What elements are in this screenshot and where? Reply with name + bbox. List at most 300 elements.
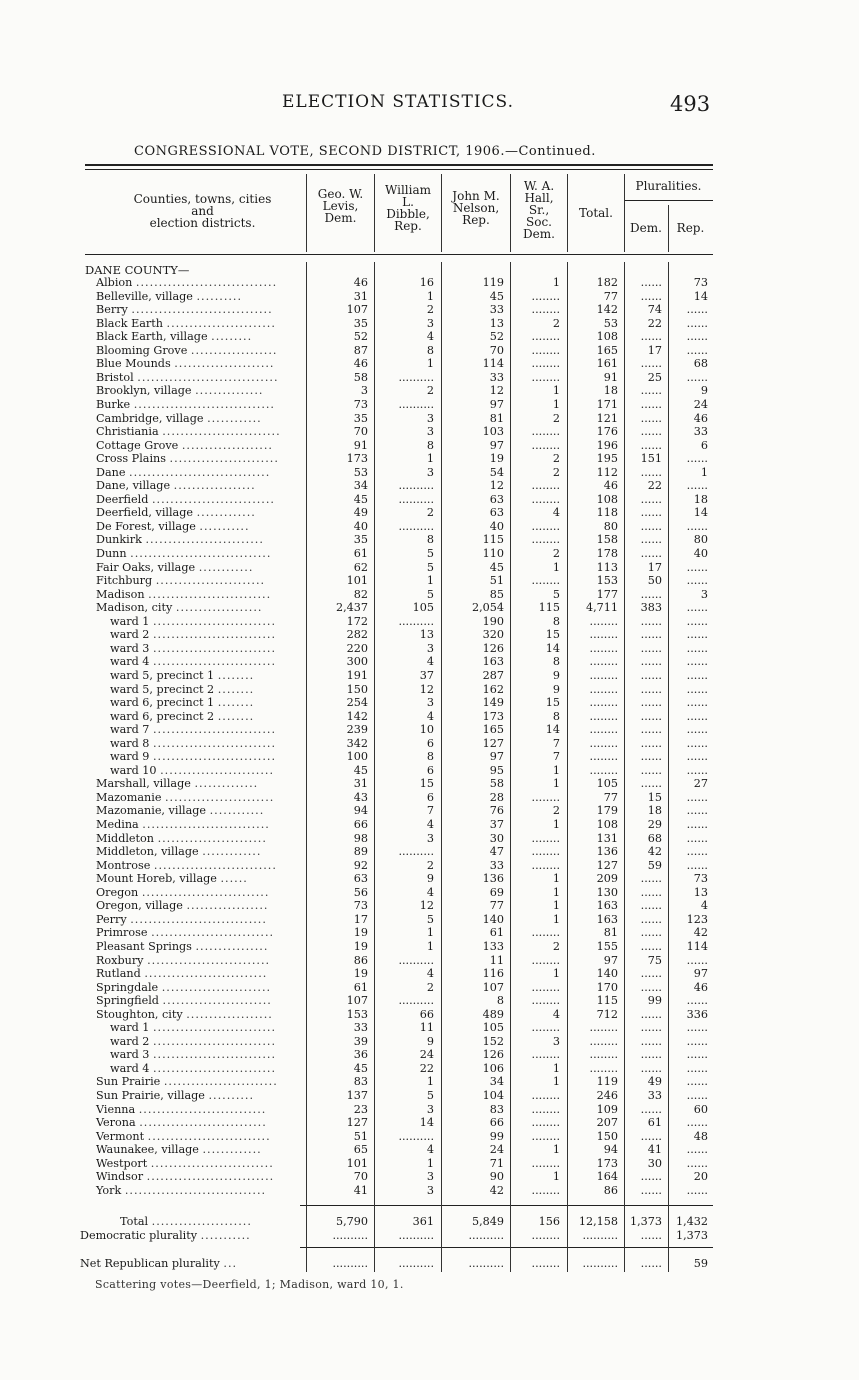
rep-plurality-value: 42	[693, 926, 708, 940]
district-name	[80, 926, 320, 940]
district-name	[80, 1257, 304, 1271]
table-row	[80, 357, 715, 371]
levis-value: 73	[353, 899, 368, 913]
levis-value: 101	[346, 1156, 368, 1170]
district-name	[80, 737, 334, 751]
levis-value: 46	[353, 357, 368, 371]
district-name	[80, 1116, 320, 1130]
total-value: 131	[596, 831, 618, 845]
leader-dots: ....................	[181, 438, 273, 452]
hall-value: 4	[552, 1007, 560, 1021]
hall-value: ........	[531, 1021, 560, 1035]
table-row	[80, 628, 715, 642]
leader-dots: ........................	[169, 452, 279, 466]
leader-dots: ...........................	[148, 587, 272, 601]
table-row	[80, 1008, 715, 1022]
leader-dots: ..................	[186, 899, 269, 913]
hall-value: ........	[531, 1048, 560, 1062]
hall-value: ........	[531, 1102, 560, 1116]
dibble-value: 13	[419, 628, 434, 642]
hall-value: ........	[531, 289, 560, 303]
levis-value: 35	[353, 316, 368, 330]
nelson-value: 11	[489, 953, 504, 967]
rep-plurality-value: 40	[693, 547, 708, 560]
dibble-value: 1	[426, 289, 434, 303]
nelson-value: 90	[489, 1170, 504, 1184]
total-value: 170	[596, 980, 618, 994]
rep-plurality-value: ......	[686, 682, 708, 696]
nelson-value: 30	[489, 831, 504, 845]
nelson-value: 127	[482, 736, 504, 750]
hall-value: ........	[531, 479, 560, 493]
leader-dots: ...................	[186, 1007, 273, 1021]
district-name	[80, 750, 334, 764]
total-value: 177	[596, 587, 618, 601]
hall-value: 7	[552, 750, 560, 764]
table-row	[80, 371, 715, 385]
dem-plurality-value: 29	[647, 818, 662, 831]
dem-plurality-value: 33	[647, 1089, 662, 1102]
rep-plurality-value: 14	[693, 289, 708, 303]
district-name	[80, 954, 320, 968]
leader-dots: ...........................	[153, 723, 277, 737]
header-rep: Rep.	[676, 221, 705, 235]
district-name	[80, 276, 320, 290]
hall-value: ........	[531, 1089, 560, 1102]
district-label: Perry	[96, 912, 127, 926]
hall-value: ........	[531, 1156, 560, 1170]
rep-plurality-value: 73	[693, 872, 708, 886]
dem-plurality-value: ......	[640, 519, 662, 533]
dibble-value: 1	[426, 926, 434, 940]
dibble-value: 3	[426, 1170, 434, 1184]
rep-plurality-value: 46	[693, 411, 708, 425]
leader-dots: ...........................	[153, 1061, 277, 1075]
header-hall-line1: W. A.	[523, 179, 555, 193]
leader-dots: ................	[195, 939, 269, 953]
dem-plurality-value: ......	[640, 777, 662, 791]
nelson-value: 69	[489, 885, 504, 899]
leader-dots: ...................	[175, 601, 263, 615]
rep-plurality-value: 3	[700, 587, 708, 601]
levis-value: 92	[353, 858, 368, 872]
total-value: 164	[596, 1170, 618, 1184]
table-row	[80, 588, 715, 602]
district-name	[80, 384, 320, 398]
nelson-value: 66	[489, 1116, 504, 1130]
rep-plurality-value: ......	[686, 614, 708, 628]
district-label: Medina	[96, 818, 139, 831]
levis-value: 35	[353, 533, 368, 547]
district-name	[80, 696, 334, 710]
hall-value: 15	[545, 628, 560, 642]
dem-plurality-value: ......	[640, 885, 662, 899]
dibble-value: 4	[426, 818, 434, 831]
dem-plurality-value: ......	[640, 1229, 662, 1242]
dem-plurality-value: ......	[640, 425, 662, 439]
top-rule	[85, 169, 713, 170]
levis-value: 137	[346, 1089, 368, 1102]
hall-value: ........	[531, 519, 560, 533]
levis-value: 41	[353, 1183, 368, 1197]
leader-dots: ...........	[199, 519, 250, 533]
district-label: Dunkirk	[96, 533, 142, 547]
levis-value: 36	[353, 1048, 368, 1062]
nelson-value: 45	[489, 560, 504, 574]
rep-plurality-value: ......	[686, 316, 708, 330]
levis-value: 61	[353, 980, 368, 994]
levis-value: 83	[353, 1075, 368, 1089]
hall-value: 1	[552, 885, 560, 899]
nelson-value: 2,054	[471, 601, 504, 615]
total-value: 150	[596, 1129, 618, 1143]
total-value: 115	[596, 994, 618, 1008]
leader-dots: ...........................	[153, 750, 277, 764]
district-label: Total	[120, 1215, 149, 1228]
rep-plurality-value: 9	[700, 384, 708, 398]
total-value: 97	[603, 953, 618, 967]
nelson-value: 85	[489, 587, 504, 601]
total-rule	[300, 1205, 713, 1206]
dem-plurality-value: 22	[647, 479, 662, 493]
table-row	[80, 533, 715, 547]
dem-plurality-value: ......	[640, 980, 662, 994]
nelson-value: 126	[482, 1048, 504, 1062]
table-row	[80, 967, 715, 981]
leader-dots: .............	[202, 845, 262, 859]
table-row	[80, 1021, 715, 1035]
dem_plurality-row	[80, 1229, 715, 1243]
pluralities-rule	[624, 200, 713, 201]
district-label: Middleton	[96, 831, 154, 845]
district-label: ward 4	[110, 655, 150, 669]
district-name	[80, 1184, 320, 1198]
table-row	[80, 696, 715, 710]
dibble-value: ..........	[398, 1257, 434, 1270]
header-hall	[511, 180, 567, 240]
nelson-value: 99	[489, 1129, 504, 1143]
dibble-value: 5	[426, 912, 434, 926]
header-levis-line2: Levis,	[322, 199, 359, 213]
rep-plurality-value: ......	[686, 1075, 708, 1089]
total-value: ........	[589, 723, 618, 737]
rep-plurality-value: 123	[686, 912, 708, 926]
dem-plurality-value: 25	[647, 370, 662, 384]
table-row	[80, 317, 715, 331]
rep-plurality-value: 114	[686, 939, 708, 953]
hall-value: 14	[545, 641, 560, 655]
rep-plurality-value: ......	[686, 736, 708, 750]
dibble-value: ..........	[398, 1129, 434, 1143]
district-name	[80, 425, 320, 439]
district-name	[80, 1103, 320, 1117]
levis-value: 89	[353, 845, 368, 859]
rep-plurality-value: ......	[686, 1034, 708, 1048]
table-row	[80, 398, 715, 412]
district-label: Stoughton, city	[96, 1007, 183, 1021]
district-label: Rutland	[96, 967, 141, 981]
nelson-value: 190	[482, 614, 504, 628]
rep-plurality-value: 4	[700, 899, 708, 913]
district-label: Bristol	[96, 370, 134, 384]
levis-value: 300	[346, 655, 368, 669]
running-head: ELECTION STATISTICS.	[282, 92, 514, 112]
leader-dots: ..........	[208, 1089, 255, 1102]
dem-plurality-value: ......	[640, 709, 662, 723]
table-row	[80, 859, 715, 873]
table-row	[80, 954, 715, 968]
total-value: ........	[589, 736, 618, 750]
total-value: ........	[589, 682, 618, 696]
levis-value: 239	[346, 723, 368, 737]
total-value: ........	[589, 668, 618, 682]
total-value: ..........	[582, 1229, 618, 1242]
dibble-value: 8	[426, 533, 434, 547]
dibble-value: 6	[426, 736, 434, 750]
levis-value: 2,437	[335, 601, 368, 615]
rep-plurality-value: 46	[693, 980, 708, 994]
rep-plurality-value: ......	[686, 994, 708, 1008]
district-label: Windsor	[96, 1170, 144, 1184]
hall-value: 1	[552, 1170, 560, 1184]
rep-plurality-value: ......	[686, 763, 708, 777]
table-row	[80, 466, 715, 480]
rep-plurality-value: ......	[686, 953, 708, 967]
nelson-value: 105	[482, 1021, 504, 1035]
district-label: Burke	[96, 397, 131, 411]
leader-dots: ...........................	[151, 926, 275, 940]
hall-value: 14	[545, 723, 560, 737]
total-value: 178	[596, 547, 618, 560]
table-row	[80, 1048, 715, 1062]
hall-value: ........	[531, 330, 560, 344]
dem-plurality-value: ......	[640, 357, 662, 371]
dem-plurality-value: ......	[640, 289, 662, 303]
top-double-rule	[85, 164, 713, 166]
hall-value: 5	[552, 587, 560, 601]
district-name	[80, 1008, 320, 1022]
levis-value: 19	[353, 926, 368, 940]
total-value: ........	[589, 1021, 618, 1035]
district-name	[80, 615, 334, 629]
rep-plurality-value: ......	[686, 641, 708, 655]
hall-value: 1	[552, 560, 560, 574]
rep-plurality-value: 6	[700, 438, 708, 452]
hall-value: 8	[552, 614, 560, 628]
dibble-value: 1	[426, 1075, 434, 1089]
district-label: Fitchburg	[96, 574, 153, 588]
dem-plurality-value: 15	[647, 790, 662, 804]
levis-value: 342	[346, 736, 368, 750]
rep-plurality-value: ......	[686, 479, 708, 493]
dem-plurality-value: 383	[640, 601, 662, 615]
dem-plurality-value: ......	[640, 763, 662, 777]
dem-plurality-value: ......	[640, 533, 662, 547]
net_rep-row	[80, 1257, 715, 1271]
dibble-value: 3	[426, 1183, 434, 1197]
rep-plurality-value: 59	[693, 1257, 708, 1270]
rep-plurality-value: 20	[693, 1170, 708, 1184]
dibble-value: 3	[426, 641, 434, 655]
levis-value: 98	[353, 831, 368, 845]
total-value: 113	[596, 560, 618, 574]
leader-dots: ..........	[196, 289, 243, 303]
leader-dots: ...............................	[133, 397, 275, 411]
leader-dots: ...........................	[153, 628, 277, 642]
hall-value: 1	[552, 384, 560, 398]
dibble-value: 3	[426, 465, 434, 479]
hall-value: ........	[531, 1116, 560, 1130]
hall-value: ........	[531, 994, 560, 1008]
table-row	[80, 710, 715, 724]
dibble-value: 1	[426, 357, 434, 371]
district-label: ward 10	[110, 763, 157, 777]
table-row	[80, 290, 715, 304]
dibble-value: 8	[426, 438, 434, 452]
total-value: ........	[589, 1048, 618, 1062]
dibble-value: 2	[426, 980, 434, 994]
levis-value: 63	[353, 872, 368, 886]
district-label: Black Earth, village	[96, 330, 208, 344]
dibble-value: 10	[419, 723, 434, 737]
leader-dots: .............	[196, 506, 256, 520]
dem-plurality-value: ......	[640, 1007, 662, 1021]
rep-plurality-value: ......	[686, 804, 708, 818]
district-label: Middleton, village	[96, 845, 199, 859]
table-row	[80, 1143, 715, 1157]
levis-value: 34	[353, 479, 368, 493]
levis-value: 3	[360, 384, 368, 398]
nelson-value: 107	[482, 980, 504, 994]
dibble-value: 5	[426, 587, 434, 601]
dem-plurality-value: ......	[640, 438, 662, 452]
district-label: York	[96, 1183, 122, 1197]
dem-plurality-value: ......	[640, 1021, 662, 1035]
district-name	[80, 479, 320, 493]
hall-value: ........	[531, 438, 560, 452]
rep-plurality-value: 24	[693, 397, 708, 411]
dem-plurality-value: ......	[640, 411, 662, 425]
dem-plurality-value: ......	[640, 330, 662, 344]
leader-dots: ...........................	[150, 1156, 274, 1170]
dibble-value: 1	[426, 1156, 434, 1170]
total-value: 163	[596, 912, 618, 926]
levis-value: 65	[353, 1143, 368, 1157]
total-value: 86	[603, 1183, 618, 1197]
dem-plurality-value: ......	[640, 1170, 662, 1184]
district-label: ward 5, precinct 1	[110, 668, 215, 682]
district-label: Berry	[96, 303, 128, 317]
dibble-value: 3	[426, 831, 434, 845]
header-levis-line3: Dem.	[324, 211, 357, 225]
district-name	[80, 412, 320, 426]
dem-plurality-value: ......	[640, 465, 662, 479]
leader-dots: ..........................	[162, 425, 281, 439]
table-row	[80, 940, 715, 954]
levis-value: ..........	[332, 1229, 368, 1242]
dem-plurality-value: ......	[640, 655, 662, 669]
district-label: Dane	[96, 465, 126, 479]
leader-dots: ...........................	[144, 967, 268, 981]
table-row	[80, 1075, 715, 1089]
levis-value: 86	[353, 953, 368, 967]
total-value: 91	[603, 370, 618, 384]
table-row	[80, 791, 715, 805]
nelson-value: 47	[489, 845, 504, 859]
dem-plurality-value: ......	[640, 696, 662, 710]
hall-value: 2	[552, 939, 560, 953]
total-value: ........	[589, 655, 618, 669]
total-value: 195	[596, 452, 618, 466]
rep-plurality-value: 1	[700, 465, 708, 479]
district-name	[80, 886, 320, 900]
dibble-value: 11	[419, 1021, 434, 1035]
nelson-value: 114	[482, 357, 504, 371]
header-dibble	[375, 184, 441, 232]
hall-value: ........	[531, 926, 560, 940]
rep-plurality-value: ......	[686, 723, 708, 737]
hall-value: 3	[552, 1034, 560, 1048]
table-row	[80, 493, 715, 507]
dem-plurality-value: ......	[640, 1257, 662, 1270]
header-nelson-line3: Rep.	[462, 213, 490, 227]
district-label: ward 9	[110, 750, 150, 764]
dibble-value: 2	[426, 303, 434, 317]
district-label: ward 2	[110, 628, 150, 642]
district-label: Oregon	[96, 885, 139, 899]
total-value: 161	[596, 357, 618, 371]
dem-plurality-value: 17	[647, 343, 662, 357]
table-row	[80, 1130, 715, 1144]
dem-plurality-value: ......	[640, 276, 662, 289]
dibble-value: 3	[426, 696, 434, 710]
district-name	[80, 981, 320, 995]
total-value: ........	[589, 696, 618, 710]
dem-plurality-value: 17	[647, 560, 662, 574]
total-value: ..........	[582, 1257, 618, 1270]
levis-value: 19	[353, 967, 368, 981]
district-name	[80, 1075, 320, 1089]
total-value: 118	[596, 506, 618, 520]
dibble-value: 2	[426, 384, 434, 398]
hall-value: 2	[552, 465, 560, 479]
dem-plurality-value: ......	[640, 750, 662, 764]
levis-value: 107	[346, 303, 368, 317]
nelson-value: 136	[482, 872, 504, 886]
leader-dots: ........	[217, 696, 255, 710]
levis-value: 58	[353, 370, 368, 384]
district-name	[80, 303, 320, 317]
district-name	[80, 1143, 320, 1157]
header-nelson-line2: Nelson,	[452, 201, 500, 215]
district-label: Madison, city	[96, 601, 173, 615]
district-label: Marshall, village	[96, 777, 191, 791]
dem-plurality-value: ......	[640, 614, 662, 628]
dibble-value: 4	[426, 655, 434, 669]
dibble-value: ..........	[398, 397, 434, 411]
district-name	[80, 330, 320, 344]
district-label: Blooming Grove	[96, 343, 188, 357]
dem-plurality-value: ......	[640, 641, 662, 655]
header-districts-line3: election districts.	[149, 216, 256, 230]
dibble-value: 9	[426, 1034, 434, 1048]
hall-value: 2	[552, 452, 560, 466]
dibble-value: 16	[419, 276, 434, 289]
dem-plurality-value: 1,373	[629, 1215, 662, 1228]
dem-plurality-value: ......	[640, 1129, 662, 1143]
hall-value: ........	[531, 370, 560, 384]
total-value: 142	[596, 303, 618, 317]
